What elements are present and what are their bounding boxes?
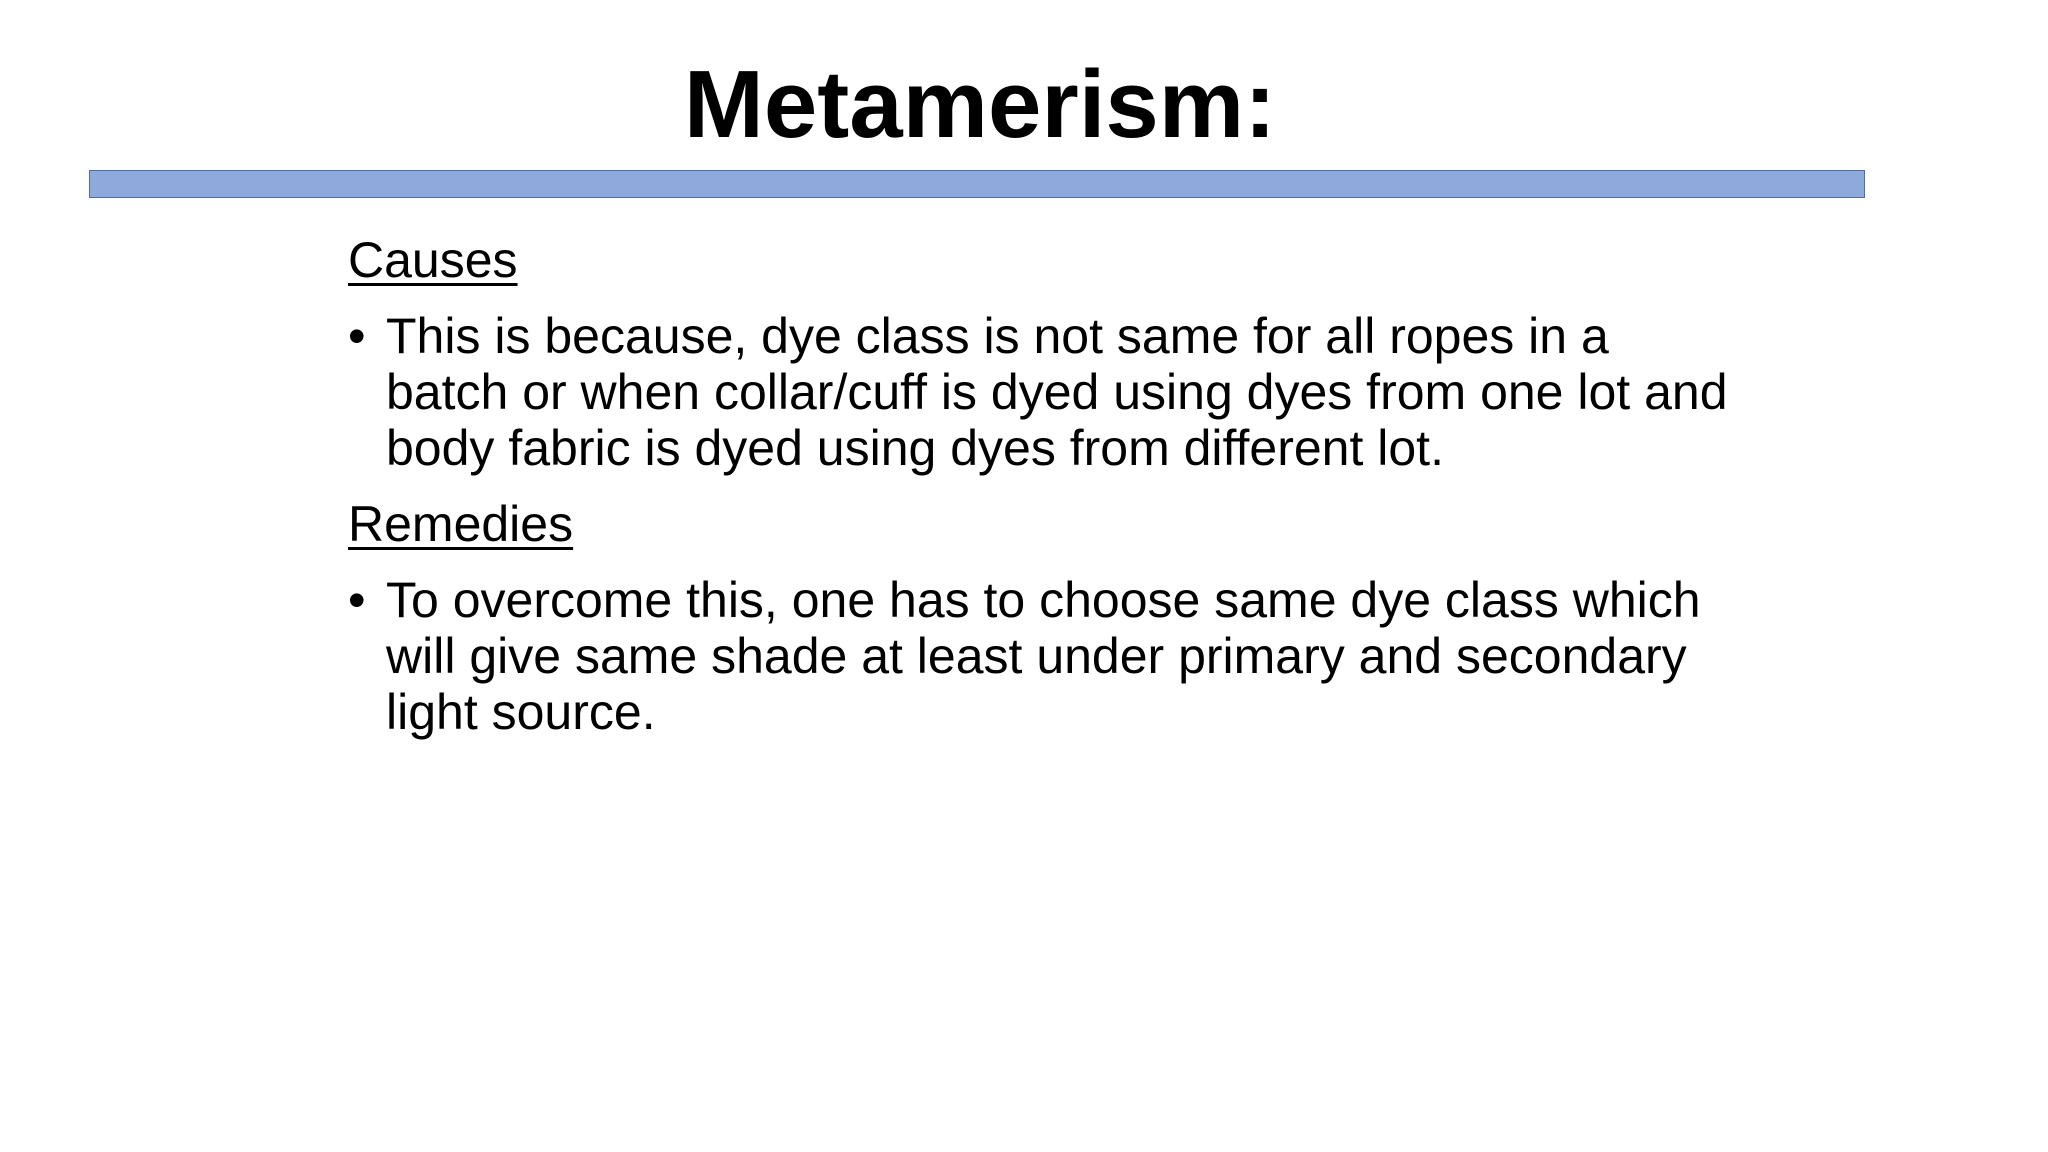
bullet-item-remedies [348, 572, 1728, 740]
bullet-text-remedies: To overcome this, one has to choose same dye class which will give same shade at least under primary and secondary light source. [386, 572, 1701, 740]
section-heading-remedies: Remedies [348, 496, 574, 552]
slide-title: Metamerism: [683, 51, 1277, 158]
section-heading-causes: Causes [348, 232, 518, 288]
bullet-item-causes [348, 308, 1728, 476]
title-underline-bar [89, 170, 1865, 198]
causes-section [348, 232, 1728, 476]
bullet-icon: • [348, 308, 366, 364]
remedies-section [348, 496, 1728, 740]
bullet-text-causes: This is because, dye class is not same for all ropes in a batch or when collar/cuff is dyed using dyes from one lot and body fabric is dyed using dyes from different lot. [386, 308, 1728, 476]
bullet-icon: • [348, 572, 366, 628]
slide-content [348, 232, 1728, 760]
